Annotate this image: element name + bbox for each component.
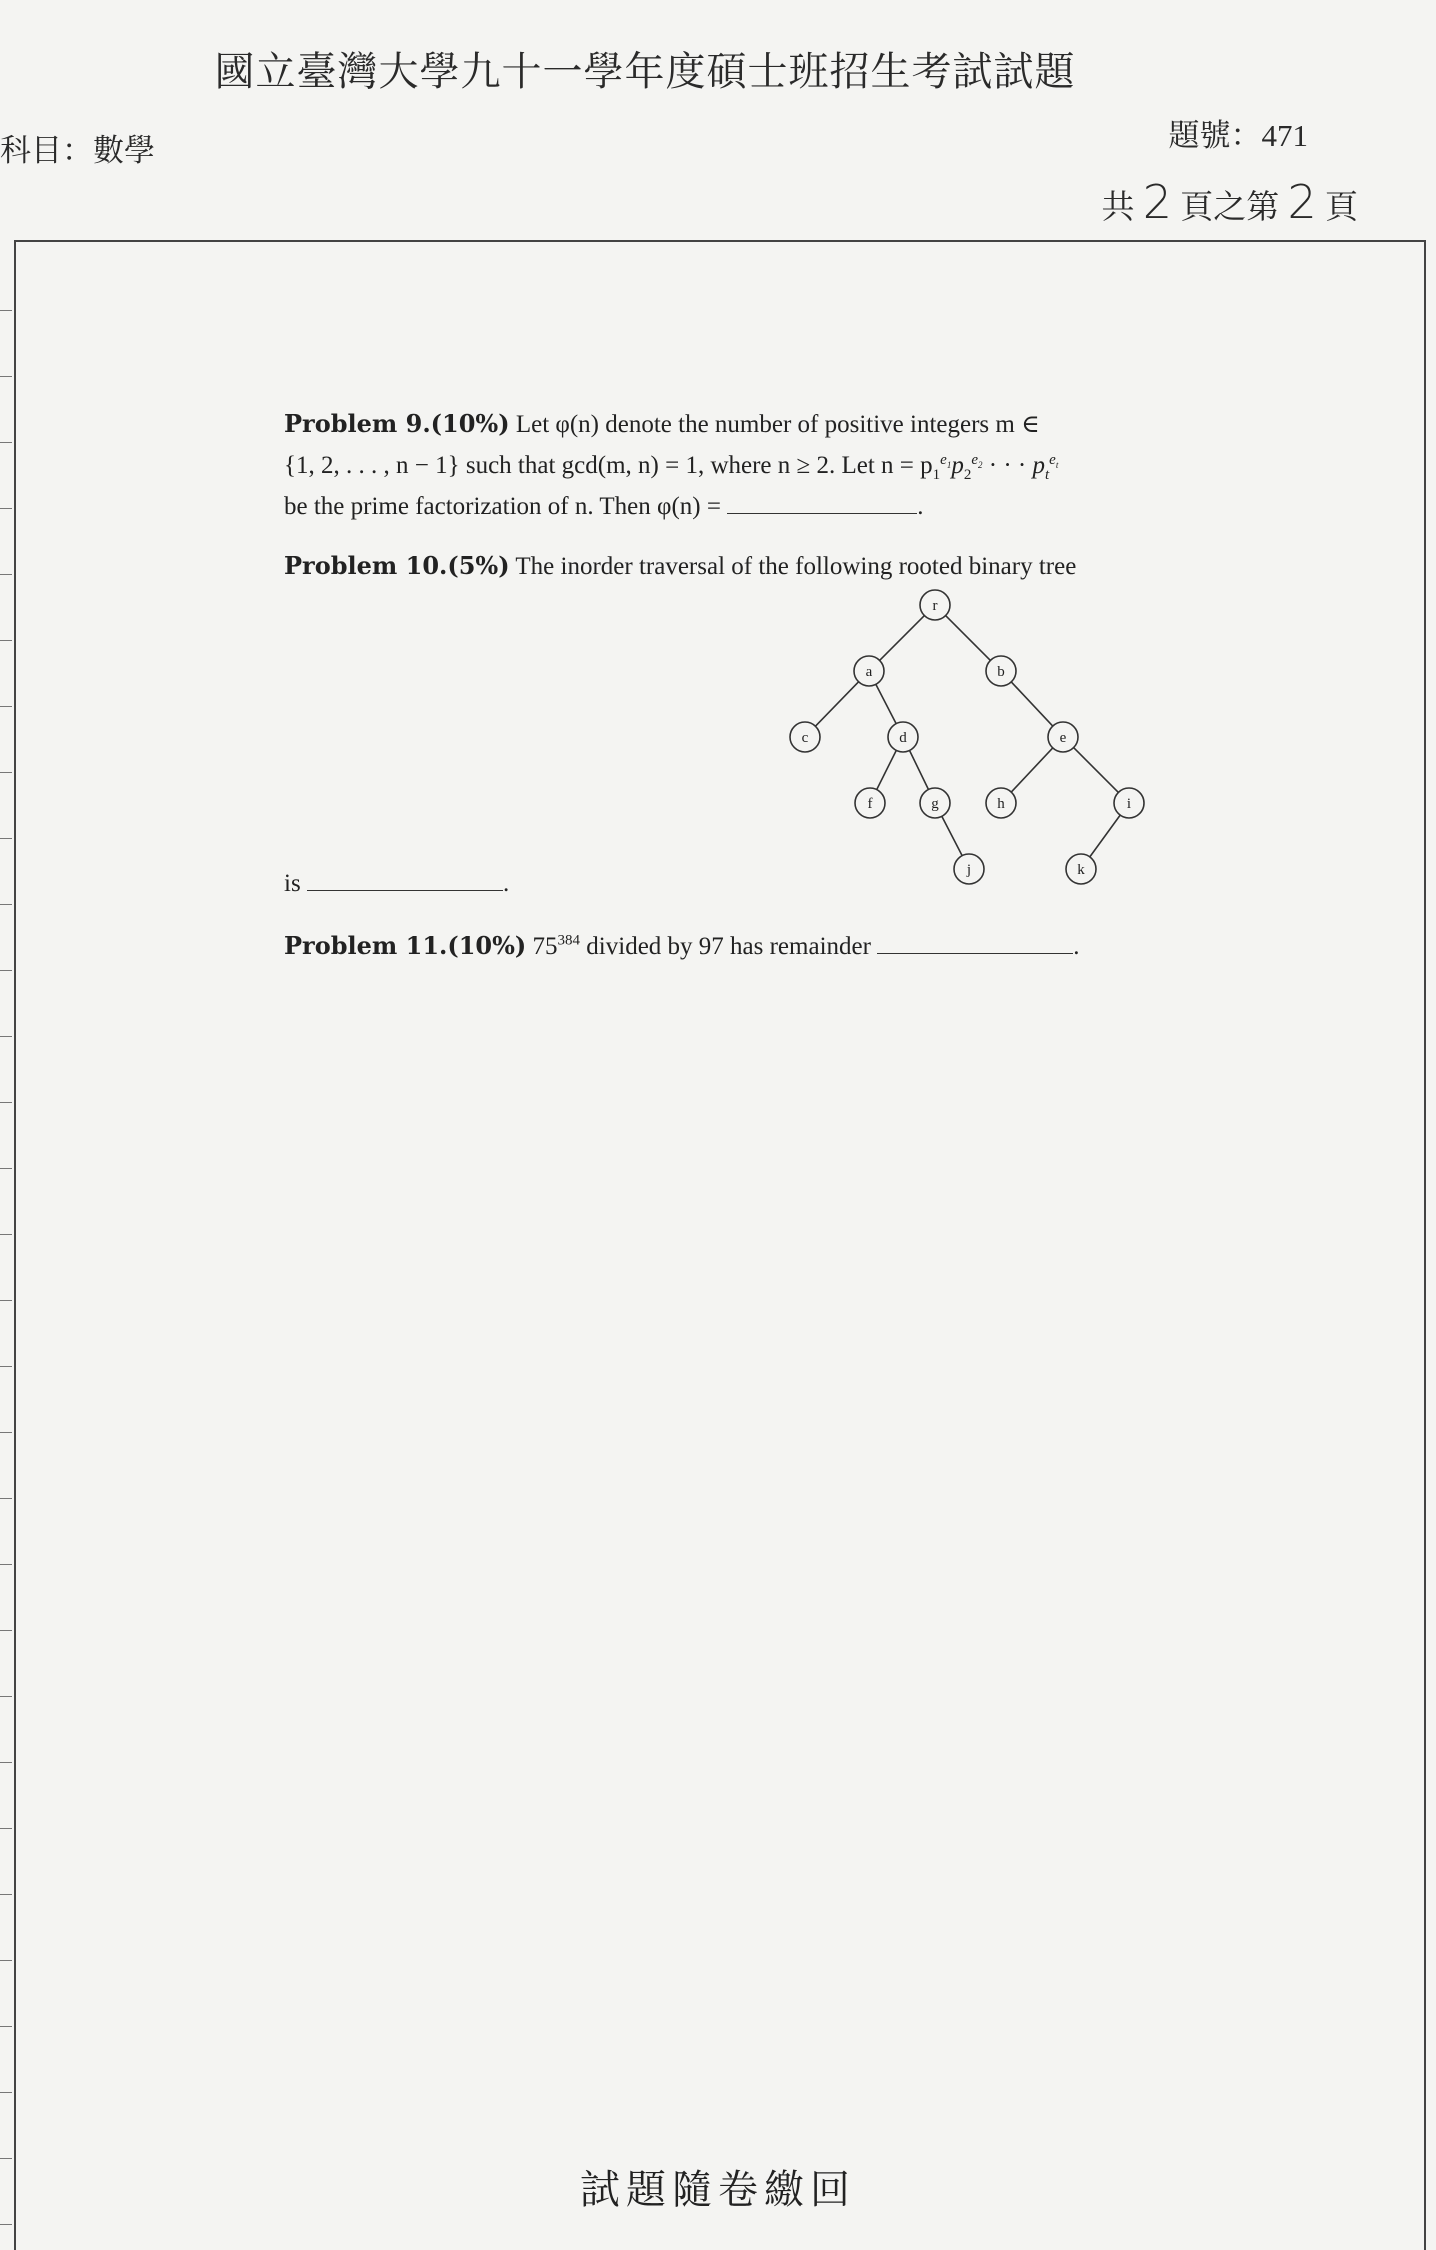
problem-11-base: 75 <box>532 933 558 960</box>
problem-10-points: (5%) <box>447 551 510 580</box>
problem-9-line-2: {1, 2, . . . , n − 1} such that gcd(m, n) = 1, where n ≥ 2. Let $n = p_1^{e_1}p_2^{e_2}$ · · · $p_t^{e_t}$ <box>284 451 1059 483</box>
problem-9-label: Problem 9. <box>284 409 431 438</box>
answer-blank-10[interactable] <box>307 868 503 891</box>
margin-tick <box>0 970 12 971</box>
tree-node-label-f: f <box>867 796 873 812</box>
binary-tree-diagram <box>780 585 1160 895</box>
return-exam-notice: 試題隨卷繳回 <box>580 2167 856 2212</box>
problem-11-text: divided by 97 has remainder <box>586 933 871 960</box>
pages-suffix: 頁 <box>1325 190 1358 226</box>
tree-edge-e-i <box>1074 748 1119 793</box>
margin-tick <box>0 1894 12 1895</box>
tree-edge-d-f <box>877 750 897 789</box>
problem-9-line-1 <box>284 403 1184 445</box>
problem-9-text-2: {1, 2, . . . , n − 1} such that gcd(m, n) = 1, where n ≥ 2. Let n = p <box>284 452 933 479</box>
margin-tick <box>0 640 12 641</box>
tree-node-label-b: b <box>997 664 1005 680</box>
pages-prefix: 共 <box>1101 190 1135 226</box>
subject-label: 科目：數學 <box>0 133 155 168</box>
margin-tick <box>0 904 12 905</box>
tree-node-label-i: i <box>1126 796 1132 812</box>
margin-tick <box>0 1300 12 1301</box>
tree-edge-g-j <box>942 816 962 855</box>
margin-tick <box>0 1498 12 1499</box>
problem-10-is: is <box>284 870 301 897</box>
margin-tick <box>0 1168 12 1169</box>
margin-tick <box>0 1102 12 1103</box>
margin-tick <box>0 838 12 839</box>
tree-node-label-g: g <box>931 796 939 812</box>
margin-tick <box>0 1366 12 1367</box>
margin-tick <box>0 1630 12 1631</box>
tree-edge-a-c <box>815 682 858 726</box>
tree-edge-r-a <box>880 616 925 661</box>
tree-node-label-e: e <box>1059 730 1067 746</box>
tree-node-label-a: a <box>865 664 873 680</box>
problem-10-label: Problem 10. <box>284 551 448 580</box>
tree-node-label-d: d <box>899 730 907 746</box>
problem-11-label: Problem 11. <box>284 931 448 960</box>
margin-tick <box>0 2092 12 2093</box>
answer-frame <box>14 240 1426 2250</box>
tree-node-label-k: k <box>1077 862 1085 878</box>
margin-tick <box>0 574 12 575</box>
pages-total: 2 <box>1142 175 1172 229</box>
margin-tick <box>0 508 12 509</box>
problem-11: Problem 11.(10%) $75^{384}$ divided by 97 has remainder . <box>284 931 1080 960</box>
margin-tick <box>0 2026 12 2027</box>
pages-middle: 頁之第 <box>1180 190 1280 226</box>
problem-10-tail: is . <box>284 870 510 897</box>
problem-9-line-3: be the prime factorization of n. Then φ(n) = . <box>284 493 924 520</box>
pages-current: 2 <box>1287 175 1317 229</box>
margin-tick <box>0 1432 12 1433</box>
margin-tick <box>0 1828 12 1829</box>
problem-9-text-3: be the prime factorization of n. Then φ(n) = <box>284 493 721 520</box>
tree-edge-r-b <box>946 616 991 661</box>
problem-11-exponent: 384 <box>557 932 581 949</box>
tree-edge-i-k <box>1090 815 1120 857</box>
problem-10-text: The inorder traversal of the following rooted binary tree <box>515 553 1077 580</box>
tree-node-label-h: h <box>997 796 1005 812</box>
margin-tick <box>0 1036 12 1037</box>
tree-node-label-j: j <box>966 862 972 878</box>
tree-node-label-r: r <box>932 598 938 614</box>
margin-tick <box>0 442 12 443</box>
question-number: 題號：471 <box>1168 118 1308 153</box>
tree-edge-e-h <box>1011 748 1052 792</box>
margin-tick <box>0 1696 12 1697</box>
problem-9-points: (10%) <box>430 409 510 438</box>
margin-tick <box>0 1564 12 1565</box>
margin-tick <box>0 1762 12 1763</box>
margin-tick <box>0 772 12 773</box>
problem-10 <box>284 545 1184 587</box>
problem-9 <box>284 403 1184 527</box>
margin-tick <box>0 376 12 377</box>
tree-node-label-c: c <box>801 730 809 746</box>
tree-edge-d-g <box>910 750 929 789</box>
tree-edge-b-e <box>1011 682 1052 726</box>
margin-tick <box>0 310 12 311</box>
page-indicator <box>1101 175 1358 229</box>
margin-tick <box>0 706 12 707</box>
margin-tick <box>0 1960 12 1961</box>
margin-tick <box>0 2224 12 2225</box>
tree-edge-a-d <box>876 684 896 723</box>
answer-blank-11[interactable] <box>877 931 1073 954</box>
exam-title: 國立臺灣大學九十一學年度碩士班招生考試試題 <box>214 49 1076 94</box>
problem-11-points: (10%) <box>447 931 527 960</box>
answer-blank-9[interactable] <box>727 491 917 514</box>
margin-tick <box>0 1234 12 1235</box>
problem-9-text-1: Let φ(n) denote the number of positive integers m ∈ <box>515 411 1040 438</box>
